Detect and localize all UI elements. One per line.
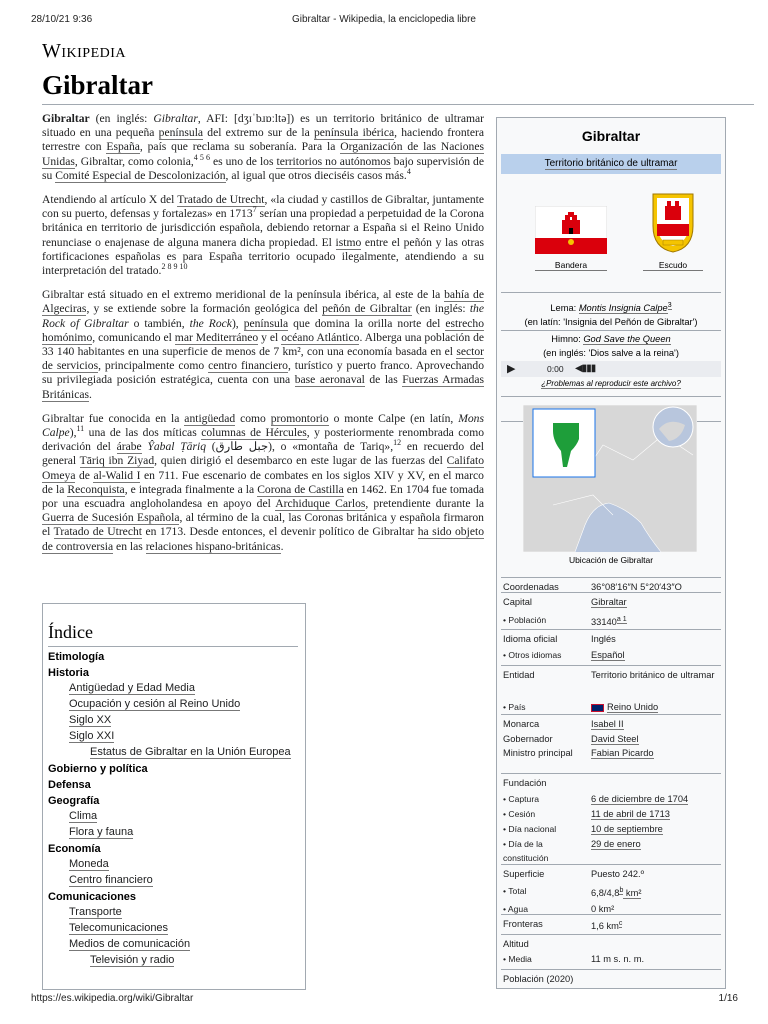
row-value-text: 0 km² [591, 904, 615, 914]
link[interactable]: mar Mediterráneo [174, 330, 259, 344]
toc-item[interactable] [48, 779, 305, 791]
row-value-text: Inglés [591, 634, 616, 644]
link[interactable]: Tratado de Utrecht [177, 193, 265, 207]
toc-item[interactable] [69, 809, 305, 823]
toc-item[interactable] [48, 763, 305, 775]
toc-item[interactable] [48, 795, 305, 807]
infobox-row [501, 937, 721, 952]
text: entre el peñón y las otras fortificaciones españolas es para España territorio ocupado ilegalmente, atendiendo a su interpretación del tratado. [42, 235, 484, 278]
text: de [75, 468, 94, 482]
text: . Alberga una población de 33 140 habitantes en una superficie de menos de 7 km², con una economía basada en el [42, 330, 485, 359]
link[interactable]: España [106, 140, 140, 154]
text: (en inglés: [89, 112, 154, 125]
infobox-row-label: • Día de la constitución [503, 839, 549, 863]
infobox-row [501, 884, 721, 902]
toc-item-label: Gobierno y política [48, 763, 148, 775]
link[interactable]: península [243, 316, 289, 330]
toc-item-label: Geografía [48, 795, 100, 807]
infobox-row [501, 776, 721, 792]
toc-item-label: Moneda [69, 858, 109, 870]
infobox-row-label: • Captura [503, 794, 539, 804]
text: , AFI: [dʒɪˈbɹɒːltə]) es un territorio británico de ultramar situado en una pequeña [42, 112, 484, 140]
link[interactable]: Tratado de Utrecht [53, 525, 142, 539]
toc-item[interactable] [69, 681, 305, 695]
row-divider [501, 773, 721, 774]
toc-item-label: Economía [48, 843, 101, 855]
motto-reference[interactable]: 3 [667, 302, 672, 309]
toc-item[interactable] [69, 905, 305, 919]
text: Gibraltar está situado en el extremo meridional de la península ibérica, al este de la [42, 288, 445, 302]
text: serían una propiedad a perpetuidad de la Corona británica en territorio de jurisdicción española, debiendo retornar a España si el Reino Unido renunciase o enajenase de alguna manera dicha propiedad. El [42, 207, 484, 249]
motto-link[interactable]: Montis Insignia Calpe [578, 303, 668, 314]
infobox-row-value[interactable] [591, 837, 719, 851]
infobox-row [501, 867, 721, 884]
toc-item[interactable] [69, 713, 305, 727]
play-icon[interactable]: ▶ [507, 363, 516, 376]
infobox-row [501, 792, 721, 807]
link[interactable]: Tāriq ibn Ziyad [79, 454, 155, 468]
infobox-row-value [591, 952, 719, 966]
toc-item[interactable] [90, 953, 305, 967]
player-help [497, 379, 725, 388]
wikipedia-wordmark[interactable]: Wikipedia [42, 40, 127, 62]
toc-item[interactable] [69, 857, 305, 871]
toc-item-label: Clima [69, 810, 98, 822]
infobox-row-value[interactable] [591, 807, 719, 821]
toc-item[interactable] [90, 745, 305, 759]
reference[interactable]: 4 5 6 [193, 152, 210, 162]
print-page-number: 1/16 [718, 993, 738, 1004]
infobox-row-label: • Cesión [503, 809, 536, 819]
toc-item-label: Medios de comunicación [69, 938, 191, 950]
text: en 711. Fue escenario de combates en los siglos XIV y XV, en el marco de la [42, 468, 484, 496]
print-footer [0, 993, 768, 1009]
toc-item[interactable] [48, 843, 305, 855]
text: en recuerdo del general [42, 440, 485, 468]
infobox-row [501, 632, 721, 648]
infobox-row [501, 732, 721, 746]
infobox-row [501, 952, 721, 968]
link[interactable]: territorios no autónomos [276, 154, 391, 168]
link[interactable]: Reconquista [67, 482, 125, 496]
link[interactable]: península ibérica [313, 126, 395, 140]
infobox-row-label: • País [503, 702, 526, 712]
row-divider [501, 914, 721, 915]
paragraph-utrecht [42, 193, 484, 278]
infobox-row [501, 717, 721, 732]
paragraph-geography [42, 288, 484, 402]
reference[interactable]: 2 8 9 10 [161, 262, 188, 272]
link[interactable]: antigüedad [184, 411, 236, 425]
subtitle-link[interactable]: Territorio británico de ultramar [544, 158, 678, 169]
text: o también, [128, 316, 190, 330]
row-divider [501, 714, 721, 715]
text: y el [258, 330, 282, 344]
toc-item-label: Telecomunicaciones [69, 922, 169, 934]
text: en las [113, 539, 146, 553]
text: the Rock of Gibraltar [42, 302, 484, 330]
audio-player [501, 361, 721, 377]
infobox-row-value[interactable] [591, 648, 719, 662]
link[interactable]: Guerra de Sucesión Española [42, 511, 180, 525]
text: . [280, 539, 284, 553]
row-value-text: David Steel [591, 734, 639, 744]
anthem-label: Himno: [551, 334, 584, 345]
infobox-row-label: • Otros idiomas [503, 650, 562, 660]
article-title: Gibraltar [42, 70, 153, 100]
infobox-row-label: • Media [503, 954, 532, 964]
row-divider [501, 864, 721, 865]
text: , al igual que otros dieciséis casos más. [225, 168, 407, 182]
text: , principalmente como [98, 359, 209, 373]
row-divider [501, 969, 721, 970]
row-value-text: Gibraltar [591, 597, 627, 607]
row-reference[interactable]: a 1 [616, 616, 627, 623]
infobox-row [501, 595, 721, 611]
toc-item[interactable] [48, 891, 305, 903]
uk-flag-icon [591, 704, 604, 712]
text: , «la ciudad y castillos de Gibraltar, juntamente con su puerto, defensas y fortalezas» en 1713 [42, 193, 484, 221]
toc-item[interactable] [69, 921, 305, 935]
infobox-row [501, 837, 721, 867]
row-divider [501, 577, 721, 578]
link[interactable]: promontorio [270, 411, 329, 425]
player-help-link[interactable]: ¿Problemas al reproducir este archivo? [541, 379, 681, 389]
link[interactable]: istmo [335, 235, 362, 249]
motto-translation: (en latín: 'Insignia del Peñón de Gibraltar') [524, 317, 698, 328]
text: es uno de los [209, 154, 277, 168]
print-url: https://es.wikipedia.org/wiki/Gibraltar [31, 993, 194, 1004]
row-value-text: Isabel II [591, 719, 624, 729]
infobox-row-label: Capital [503, 597, 532, 607]
gibraltar-shield-image[interactable] [651, 192, 695, 254]
shield-caption[interactable]: Escudo [643, 260, 703, 271]
text: , comunicando el [92, 330, 175, 344]
flag-caption[interactable]: Bandera [535, 260, 607, 271]
infobox-title: Gibraltar [581, 128, 641, 144]
infobox-row-label: Gobernador [503, 734, 553, 744]
infobox-row-value [591, 613, 719, 629]
toc-item[interactable] [48, 667, 305, 679]
bold-term: Gibraltar [42, 112, 90, 125]
text: , pretendiente durante la [365, 497, 484, 511]
print-page-title: Gibraltar - Wikipedia, la enciclopedia libre [292, 14, 476, 25]
toc-item[interactable] [69, 729, 305, 743]
text: como [235, 411, 271, 425]
text: o monte Calpe (en latín, [328, 411, 459, 425]
toc-title: Índice [48, 622, 298, 647]
link[interactable]: relaciones hispano-británicas [145, 539, 281, 553]
infobox-row [501, 917, 721, 933]
toc-item-label: Siglo XX [69, 714, 112, 726]
toc-item[interactable] [69, 937, 305, 951]
infobox-row-label: • Día nacional [503, 824, 557, 834]
link[interactable]: Archiduque Carlos [275, 497, 366, 511]
infobox-row-label: Fundación [503, 778, 547, 788]
link[interactable]: estrecho homónimo [42, 316, 484, 344]
infobox-row [501, 648, 721, 664]
infobox-row-label: Superficie [503, 869, 545, 879]
title-divider [42, 104, 754, 105]
infobox-row [501, 807, 721, 822]
toc-item[interactable] [48, 651, 305, 663]
link[interactable]: peñón de Gibraltar [322, 302, 412, 316]
text: the Rock [189, 316, 232, 330]
text: , turístico y puerto franco. Aprovechando su privilegiada posición estratégica, cuenta con una [42, 359, 485, 387]
row-unit[interactable]: km² [623, 888, 642, 899]
paragraph-history [42, 412, 484, 554]
row-value-text: Reino Unido [607, 702, 659, 712]
player-time: 0:00 [547, 364, 564, 375]
text: del extremo sur de la [203, 126, 314, 140]
infobox-row-value [591, 917, 719, 933]
text: ), [69, 426, 77, 440]
text: que domina la orilla norte del [288, 316, 446, 330]
toc-item-label: Ocupación y cesión al Reino Unido [69, 698, 241, 710]
infobox-row-value [591, 668, 719, 682]
toc-item-label: Etimología [48, 651, 105, 663]
text: ), [231, 316, 244, 330]
toc-item-label: Historia [48, 667, 89, 679]
text: una de las dos míticas [84, 426, 202, 440]
flag-shield-row [501, 174, 721, 293]
infobox-row-label: Idioma oficial [503, 634, 558, 644]
infobox-row-label: Coordenadas [503, 582, 559, 592]
infobox-row-value[interactable] [591, 732, 719, 746]
row-value-text: 6 de diciembre de 1704 [591, 794, 689, 804]
row-value-text: 10 de septiembre [591, 824, 663, 834]
infobox-row-value[interactable] [591, 792, 719, 806]
anthem-translation: (en inglés: 'Dios salve a la reina') [543, 348, 679, 359]
text: en 1462. En 1704 fue tomada por una escuadra angloholandesa en apoyo del [42, 482, 485, 511]
toc-item-label: Centro financiero [69, 874, 153, 886]
infobox-row-label: • Población [503, 615, 547, 625]
link[interactable]: al-Walid I [93, 468, 141, 482]
infobox-row [501, 613, 721, 630]
toc-item[interactable] [69, 873, 305, 887]
infobox-row [501, 668, 721, 696]
text: Gibraltar [153, 112, 198, 125]
link[interactable]: océano Atlántico [281, 330, 360, 344]
reference[interactable]: 11 [76, 424, 85, 434]
infobox-subtitle [501, 154, 721, 174]
row-divider [501, 665, 721, 666]
infobox-row-value [591, 867, 719, 881]
link[interactable]: columnas de Hércules [201, 426, 307, 440]
toc-item[interactable] [69, 825, 305, 839]
reference[interactable]: 4 [406, 166, 411, 176]
infobox-row-value [591, 884, 719, 900]
toc-list [43, 651, 305, 967]
motto-block [497, 299, 725, 360]
row-value-text: 11 m s. n. m. [591, 954, 645, 964]
row-value-text: 33140 [591, 617, 617, 628]
text: Ŷabal Ṭāriq [147, 440, 207, 454]
text: , quien dirigió el desembarco en este lugar de las fuerzas del [154, 454, 447, 468]
anthem-link[interactable]: God Save the Queen [583, 334, 671, 345]
toc-item[interactable] [69, 697, 305, 711]
table-of-contents [42, 603, 306, 990]
infobox-row [501, 746, 721, 774]
infobox-row-value[interactable] [591, 746, 719, 760]
infobox-row-label: • Total [503, 886, 527, 896]
text: . [89, 387, 92, 401]
volume-icon[interactable]: ◀▮▮▮ [575, 363, 596, 375]
link[interactable]: bahía de Algeciras [42, 288, 484, 316]
text: (جبل طارق), o «montaña de Tariq», [206, 440, 394, 454]
infobox-row-label: Altitud [503, 939, 529, 949]
text: de las [364, 373, 403, 387]
infobox-row-label: Fronteras [503, 919, 543, 929]
infobox-row [501, 972, 721, 988]
text: Gibraltar fue conocida en la [42, 411, 185, 425]
link[interactable]: Organización de las Naciones Unidas [42, 140, 484, 168]
link[interactable]: Corona de Castilla [257, 482, 344, 496]
row-value-text: 11 de abril de 1713 [591, 809, 670, 819]
toc-item-label: Defensa [48, 779, 91, 791]
infobox-row-value[interactable] [591, 717, 719, 731]
toc-item-label: Televisión y radio [90, 954, 175, 966]
reference[interactable]: 12 [393, 438, 402, 448]
link[interactable]: Comité Especial de Descolonización [55, 168, 226, 182]
row-value-text: 36°08′16″N 5°20′43″O [591, 582, 682, 592]
text: Mons Calpe [42, 411, 484, 440]
infobox-row-value[interactable] [591, 822, 719, 836]
link[interactable]: base aeronaval [294, 373, 365, 387]
paragraph-intro [42, 112, 484, 183]
text: (en inglés: [411, 302, 470, 316]
row-value-text: 29 de enero [591, 839, 641, 849]
row-value-text: Español [591, 650, 625, 660]
infobox-row-label: Entidad [503, 670, 535, 680]
article-body [42, 112, 484, 564]
text: , y posteriormente renombrada como derivación del [42, 426, 485, 454]
reference[interactable]: 7 [252, 205, 257, 215]
text: Atendiendo al artículo X del [42, 193, 178, 207]
location-map[interactable] [523, 405, 697, 552]
link[interactable]: centro financiero [208, 359, 288, 373]
link[interactable]: Fuerzas Armadas Británicas [42, 373, 484, 401]
text: , al término de la cual, las Coronas británica y española firmaron el [42, 511, 484, 539]
row-divider [501, 934, 721, 935]
text: , Gibraltar, como colonia, [74, 154, 194, 168]
text: , e integrada finalmente a la [124, 482, 258, 496]
print-date: 28/10/21 9:36 [31, 14, 93, 25]
link[interactable]: península [158, 126, 204, 140]
map-caption: Ubicación de Gibraltar [568, 555, 654, 565]
row-divider [501, 592, 721, 593]
infobox-row [501, 822, 721, 837]
row-reference[interactable]: b [619, 887, 624, 894]
row-divider [501, 629, 721, 630]
row-value-text: Puesto 242.º [591, 869, 645, 879]
toc-item-label: Estatus de Gibraltar en la Unión Europea [90, 746, 291, 758]
text: , haciendo frontera terrestre con [42, 126, 484, 154]
row-value-text: Fabian Picardo [591, 748, 654, 758]
link[interactable]: árabe [116, 440, 142, 454]
row-value-text: 1,6 km [591, 921, 619, 932]
link[interactable]: ha sido objeto de controversia [42, 525, 484, 553]
infobox-row-label: Monarca [503, 719, 540, 729]
toc-item-label: Comunicaciones [48, 891, 137, 903]
toc-item-label: Antigüedad y Edad Media [69, 682, 195, 694]
print-header [0, 14, 768, 30]
infobox-row-value[interactable] [591, 700, 719, 714]
infobox [496, 117, 726, 989]
toc-item-label: Flora y fauna [69, 826, 134, 838]
infobox-row-label: • Agua [503, 904, 528, 914]
infobox-row-label: Ministro principal [503, 748, 573, 758]
infobox-row-value[interactable] [591, 595, 719, 609]
infobox-row-value [591, 632, 719, 646]
text: , y se extiende sobre la formación geológica del [86, 302, 323, 316]
link[interactable]: sector de servicios [42, 345, 484, 373]
toc-item-label: Transporte [69, 906, 122, 918]
link[interactable]: Califato Omeya [42, 454, 484, 482]
text: , país que reclama su soberanía. Para la [139, 140, 341, 154]
motto-label: Lema: [550, 303, 579, 314]
gibraltar-flag-image[interactable] [535, 206, 607, 254]
text: bajo supervisión de su [42, 154, 484, 182]
row-value-text: 6,8/4,8 [591, 888, 620, 899]
row-reference[interactable]: c [618, 920, 623, 927]
row-value-text: Territorio británico de ultramar [591, 670, 715, 680]
toc-item-label: Siglo XXI [69, 730, 115, 742]
text: en 1713. Desde entonces, el devenir político de Gibraltar [142, 525, 418, 539]
infobox-row-label: Población (2020) [503, 974, 574, 984]
